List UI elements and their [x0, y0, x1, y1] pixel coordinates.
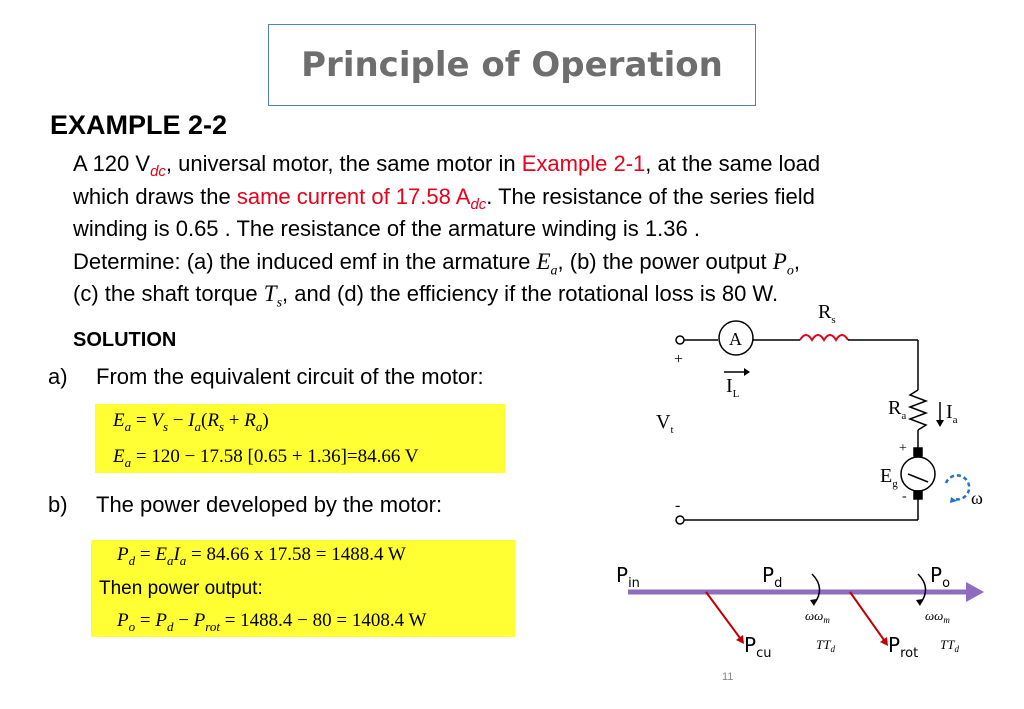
armature-circle: [901, 457, 935, 491]
pd-tau-label: $TT_d$: [816, 637, 835, 654]
text-run: which draws the: [73, 183, 237, 209]
problem-line-2: [73, 181, 983, 214]
power-flow-arrowhead: [966, 582, 984, 602]
series-field-coil: [800, 335, 848, 340]
slide-title-box: [268, 24, 756, 106]
equation-pd: $P_d = E_aI_a = 84.66$ x 17.58 = 1488.4 W: [117, 544, 406, 568]
brush-top: [914, 448, 922, 456]
equation-ea-1: $E_a = V_s - I_a(R_s + R_a)$: [113, 410, 269, 434]
text-run: , universal motor, the same motor in: [165, 151, 522, 176]
ammeter-label: A: [729, 329, 742, 349]
dc-subscript: dc: [470, 195, 487, 213]
text-run: (c) the shaft torque: [73, 281, 264, 306]
text-run: , (b) the power output: [557, 248, 773, 274]
part-a-label: a): [48, 364, 68, 389]
equation-box-2: [91, 540, 515, 637]
text-run: . The resistance of the series field: [486, 183, 815, 209]
eg-minus-sign: -: [902, 489, 907, 504]
slide-title: Principle of Operation: [301, 45, 723, 85]
rotation-arrow: [946, 475, 969, 499]
example-reference: Example 2-1: [521, 151, 646, 176]
part-b-text: The power developed by the motor:: [96, 492, 443, 517]
page-number: 11: [722, 671, 734, 683]
terminal-bottom: [676, 516, 684, 524]
part-b: [48, 492, 442, 518]
ea-symbol: $E_a$: [536, 248, 558, 279]
eg-plus-sign: +: [899, 441, 907, 456]
problem-line-3: winding is 0.65 . The resistance of the armature winding is 1.36 .: [73, 216, 700, 241]
equation-po: $P_o = P_d - P_{rot} = 1488.4 - 80 = 1408.4$ W: [117, 610, 427, 634]
part-a-text: From the equivalent circuit of the motor:: [96, 364, 484, 389]
brush-bottom: [914, 491, 922, 499]
part-b-label: b): [48, 492, 68, 517]
ra-label: $R_a$: [888, 397, 907, 422]
dc-subscript: dc: [150, 163, 166, 180]
pcu-branch-arrow: [706, 592, 740, 638]
example-heading: EXAMPLE 2-2: [50, 110, 228, 140]
equivalent-circuit: [640, 300, 1010, 530]
il-label: $I_L$: [726, 375, 740, 400]
problem-line-1: [73, 148, 983, 181]
po-flow-label: $P_o$: [930, 563, 951, 591]
po-omega-label: $\omega\omega_m$: [925, 608, 950, 625]
equation-ea-2: $E_a = 120 - 17.58$ [0.65 + 1.36]=84.66 V: [113, 446, 419, 470]
prot-branch-arrow: [850, 592, 884, 640]
prot-label: $P_{rot}$: [888, 633, 919, 661]
pin-label: $P_{in}$: [616, 563, 640, 591]
text-run: Determine: (a) the induced emf in the armature: [73, 248, 537, 274]
terminal-top: [676, 336, 684, 344]
power-flow-diagram: [600, 550, 1000, 665]
po-symbol: $P_o$: [772, 248, 794, 279]
text-run: ,: [793, 248, 800, 274]
minus-terminal-sign: -: [675, 497, 681, 514]
text-run: , at the same load: [645, 151, 821, 176]
current-value: same current of 17.58 A: [236, 183, 471, 209]
solution-label: SOLUTION: [73, 329, 177, 351]
part-a: [48, 364, 484, 390]
text-run: , and (d) the efficiency if the rotational loss is 80 W.: [282, 281, 779, 306]
then-power-output: Then power output:: [99, 578, 263, 599]
pd-omega-label: $\omega\omega_m$: [805, 608, 830, 625]
rs-label: $R_s$: [818, 301, 836, 326]
vt-label: $V_t$: [656, 411, 674, 436]
omega-label: ω: [971, 488, 983, 508]
problem-statement: [73, 148, 983, 311]
problem-line-4: [73, 246, 983, 279]
ts-symbol: $T_s$: [263, 281, 283, 311]
po-tau-label: $TT_d$: [940, 637, 959, 654]
armature-resistor: [910, 390, 926, 430]
ia-label: $I_a$: [946, 401, 958, 426]
equation-box-1: [95, 404, 505, 473]
pd-label: $P_d$: [762, 563, 783, 591]
pcu-label: $P_{cu}$: [744, 633, 772, 661]
eg-label: $E_g$: [880, 465, 898, 490]
text-run: A 120 V: [73, 151, 151, 176]
plus-terminal-sign: +: [674, 351, 684, 368]
